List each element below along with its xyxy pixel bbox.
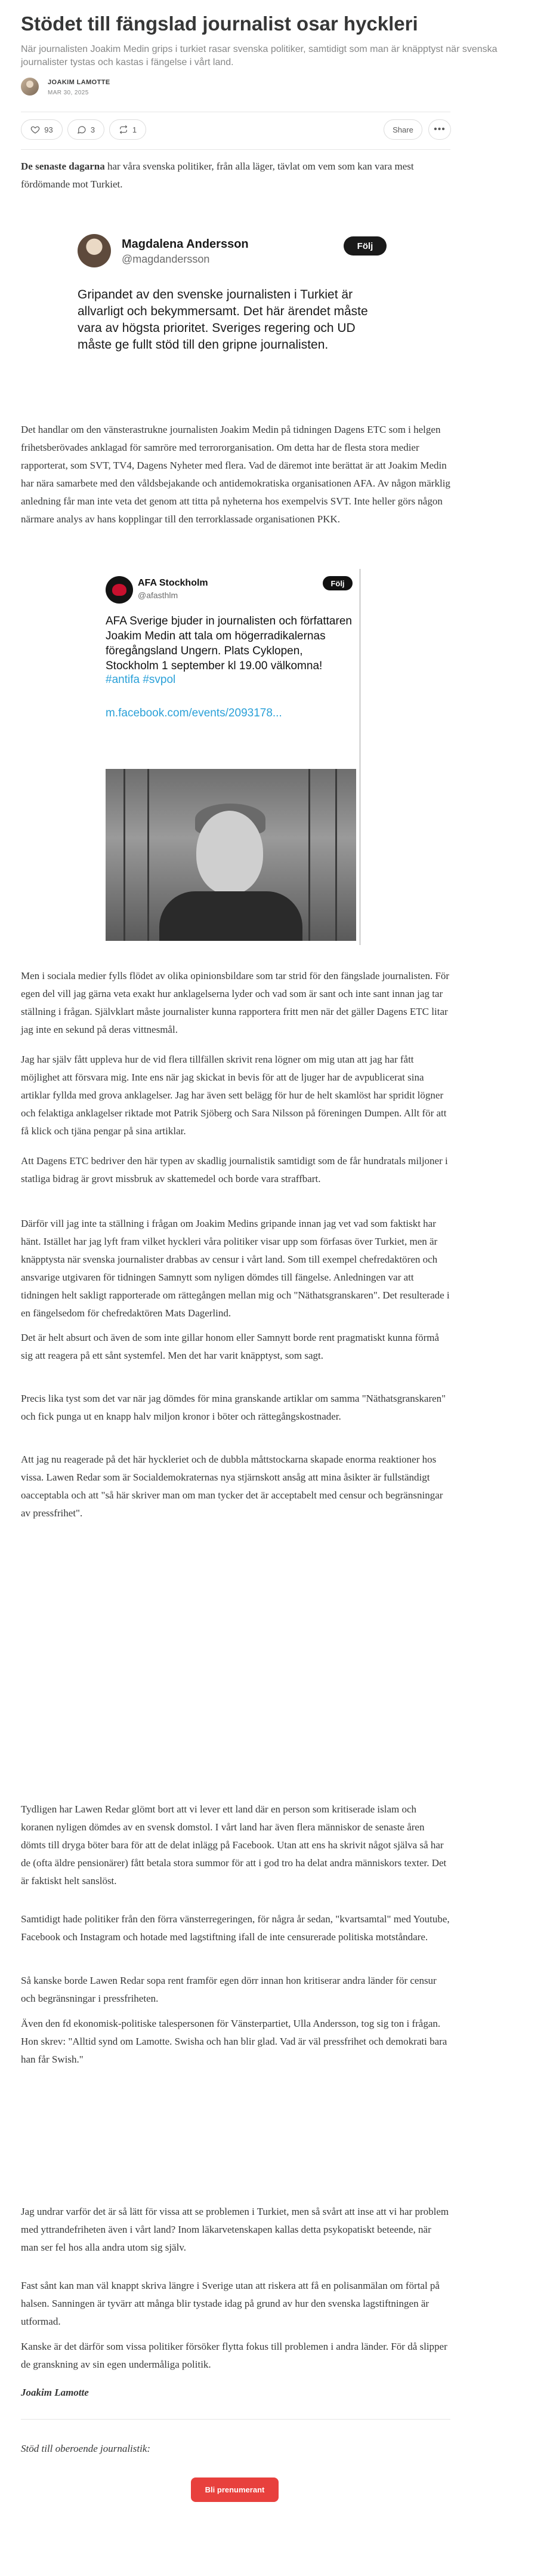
comment-icon bbox=[77, 125, 86, 134]
paragraph: Fast sånt kan man väl knappt skriva längre i Sverige utan att riskera att få en polisanmälan om förtal på halsen. Sanningen är tyvärr att många blir tystade idag på grund av hur den svenska lagstiftningen är utformad. bbox=[21, 2280, 440, 2327]
divider bbox=[21, 2419, 450, 2420]
tweet-author-name: AFA Stockholm bbox=[138, 578, 208, 588]
paragraph: Kanske är det därför som vissa politiker försöker flytta fokus till problemen i andra länder. För då slipper de granskning av sin egen undermåliga politik. bbox=[21, 2341, 447, 2370]
tweet-follow-button[interactable]: Följ bbox=[344, 236, 387, 256]
paragraph: Att Dagens ETC bedriver den här typen av skadlig journalistik samtidigt som de får hundratals miljoner i statliga bidrag är grovt missbruk av skattemedel och borde vara straffbart. bbox=[21, 1155, 448, 1184]
post-date: MAR 30, 2025 bbox=[48, 90, 89, 96]
paragraph: Därför vill jag inte ta ställning i frågan om Joakim Medins gripande innan jag vet vad som faktiskt har hänt. Istället har jag lyft fram vilket hyckleri våra politiker visar upp som förfasas över Turkiet, men är knäpptysta när svenska journalister drabbas av censur i vårt land. Som till exempel chefredaktören och ansvarige utgivaren för tidningen Samnytt som nyligen dömdes till fängelse. Anledningen var att tidningen helt sakligt rapporterade om rättegången mellan mig och "Näthatsgranskaren". Det resulterade i en fängelsedom för chefredaktören Mats Dagerlind. bbox=[21, 1218, 450, 1319]
ellipsis-icon: ••• bbox=[434, 124, 446, 134]
paragraph: Precis lika tyst som det var när jag dömdes för mina granskande artiklar om samma "Näthatsgranskaren" och fick punga ut en knapp halv miljon kronor i böter och rättegångskostnader. bbox=[21, 1393, 446, 1422]
tweet-photo[interactable] bbox=[106, 769, 356, 941]
comment-count: 3 bbox=[90, 125, 95, 134]
restack-count: 1 bbox=[132, 125, 137, 134]
article-subtitle: När journalisten Joakim Medin grips i turkiet rasar svenska politiker, samtidigt som man är knäpptyst när svenska journalister tystas och kastas i fängelse i vårt land. bbox=[21, 44, 498, 67]
support-text: Stöd till oberoende journalistik: bbox=[21, 2443, 151, 2454]
intro-bold: De senaste dagarna bbox=[21, 161, 105, 172]
like-count: 93 bbox=[44, 125, 53, 134]
tweet-avatar bbox=[78, 234, 111, 267]
article-title: Stödet till fängslad journalist osar hyckleri bbox=[21, 13, 418, 35]
like-button[interactable] bbox=[21, 119, 63, 140]
embedded-tweet-afa[interactable] bbox=[98, 569, 361, 945]
paragraph: Att jag nu reagerade på det här hyckleriet och de dubbla måttstockarna skapade enorma reaktioner hos vissa. Lawen Redar som är Socialdemokraternas nya stjärnskott ansåg att mina åsikter är fullständigt oacceptabla och att "så här skriver man om man tycker det är acceptabelt med censur och begränsningar av pressfrihet". bbox=[21, 1454, 443, 1519]
tweet-handle: @afasthlm bbox=[138, 590, 178, 600]
paragraph: Samtidigt hade politiker från den förra vänsterregeringen, för några år sedan, "kvartsamtal" med Youtube, Facebook och Instagram och hotade med lagstiftning ifall de inte censurerade politiska motståndare. bbox=[21, 1913, 450, 1943]
more-button[interactable] bbox=[428, 119, 451, 140]
afa-logo-avatar bbox=[106, 576, 133, 604]
restack-icon bbox=[119, 125, 128, 134]
author-name[interactable]: JOAKIM LAMOTTE bbox=[48, 79, 110, 86]
paragraph: Så kanske borde Lawen Redar sopa rent framför egen dörr innan hon kritiserar andra länder för censur och begränsningar i pressfriheten. bbox=[21, 1975, 437, 2004]
paragraph: Det är helt absurt och även de som inte gillar honom eller Samnytt borde rent pragmatiskt kunna förmå sig att reagera på ett sånt systemfel. Men det har varit knäpptyst, som sagt. bbox=[21, 1332, 440, 1361]
subscribe-button[interactable]: Bli prenumerant bbox=[191, 2477, 279, 2502]
divider bbox=[21, 149, 450, 150]
paragraph bbox=[21, 158, 450, 193]
share-label: Share bbox=[393, 125, 413, 134]
author-avatar[interactable] bbox=[21, 78, 39, 96]
paragraph: Även den fd ekonomisk-politiske talespersonen för Vänsterpartiet, Ulla Andersson, tog sig ton i frågan. Hon skrev: "Alltid synd om Lamotte. Swisha och han blir glad. Vad är väl pressfrihet och demokrati bara han får Swish." bbox=[21, 2018, 447, 2065]
tweet-handle: @magdandersson bbox=[122, 253, 210, 265]
share-button[interactable] bbox=[384, 119, 422, 140]
paragraph: Jag har själv fått uppleva hur de vid flera tillfällen skrivit rena lögner om mig utan att jag har fått möjlighet att försvara mig. Inte ens när jag skickat in bevis för att de ljuger har de avpublicerat sina artiklar fyllda med grova anklagelser. Jag har även sett belägg för hur de helt skamlöst har spridit lögner och felaktiga anklagelser riktade mot Patrik Sjöberg och Sara Nilsson på föreningen Dumpen. Allt för att få klick och tjäna pengar på sina artiklar. bbox=[21, 1054, 447, 1137]
paragraph: Tydligen har Lawen Redar glömt bort att vi lever ett land där en person som kritiserade islam och koranen nyligen dömdes av en svensk domstol. I vårt land har även flera människor de senaste åren dömts till dryga böter bara för att de delat inlägg på Facebook. Utan att ens ha skrivit något själva så har de (ofta äldre pensionärer) fått betala stora summor för att i god tro ha delat andra människors texter. Det är faktiskt helt sanslöst. bbox=[21, 1803, 447, 1886]
tweet-text: Gripandet av den svenske journalisten i Turkiet är allvarligt och bekymmersamt. Det här ärendet måste vara av högsta prioritet. Sveriges regering och UD måste ge fullt stöd till den gripne journalisten. bbox=[78, 288, 368, 352]
tweet-link[interactable]: m.facebook.com/events/2093178... bbox=[106, 707, 282, 719]
paragraph: Jag undrar varför det är så lätt för vissa att se problemen i Turkiet, men så svårt att inse att vi har problem med yttrandefriheten även i vårt land? Inom läkarvetenskapen kallas detta psykopatiskt beteende, när man ser fel hos alla andra utom sig själv. bbox=[21, 2206, 449, 2253]
tweet-follow-button[interactable]: Följ bbox=[323, 576, 353, 590]
tweet-hashtags[interactable]: #antifa #svpol bbox=[106, 673, 176, 686]
tweet-author-name: Magdalena Andersson bbox=[122, 238, 249, 251]
embedded-tweet-magdalena[interactable] bbox=[75, 232, 396, 404]
signature: Joakim Lamotte bbox=[21, 2387, 89, 2398]
heart-icon bbox=[30, 125, 40, 134]
paragraph: Men i sociala medier fylls flödet av olika opinionsbildare som tar strid för den fängslade journalisten. För egen del vill jag gärna veta exakt hur anklagelserna lyder och vad som är sant och inte sant innan jag tar ställning i frågan. Självklart måste journalister kunna rapportera fritt men när det gäller Dagens ETC litar jag inte en sekund på deras vittnesmål. bbox=[21, 970, 450, 1035]
restack-button[interactable] bbox=[109, 119, 146, 140]
tweet-text: AFA Sverige bjuder in journalisten och författaren Joakim Medin att tala om högerradikalernas föregångsland Ungern. Plats Cyklopen, Stockholm 1 september kl 19.00 välkomna! bbox=[106, 615, 352, 672]
comment-button[interactable] bbox=[67, 119, 104, 140]
paragraph: Det handlar om den vänsterastrukne journalisten Joakim Medin på tidningen Dagens ETC som i helgen frihetsberövades anklagad för samröre med terrororganisation. Om detta har de flesta stora medier rapporterat, som SVT, TV4, Dagens Nyheter med flera. Vad de däremot inte berättat är att Joakim Medin har nära samarbete med den våldsbejakande och antidemokratiska organisationen AFA. Av någon märklig anledning får man inte veta det genom att titta på nyheterna hos exempelvis SVT. Inte heller görs någon närmare analys av hans kopplingar till den terrorklassade organisationen PKK. bbox=[21, 424, 450, 525]
intro-text: har våra svenska politiker, från alla läger, tävlat om vem som kan vara mest fördömande mot Turkiet. bbox=[21, 161, 414, 190]
